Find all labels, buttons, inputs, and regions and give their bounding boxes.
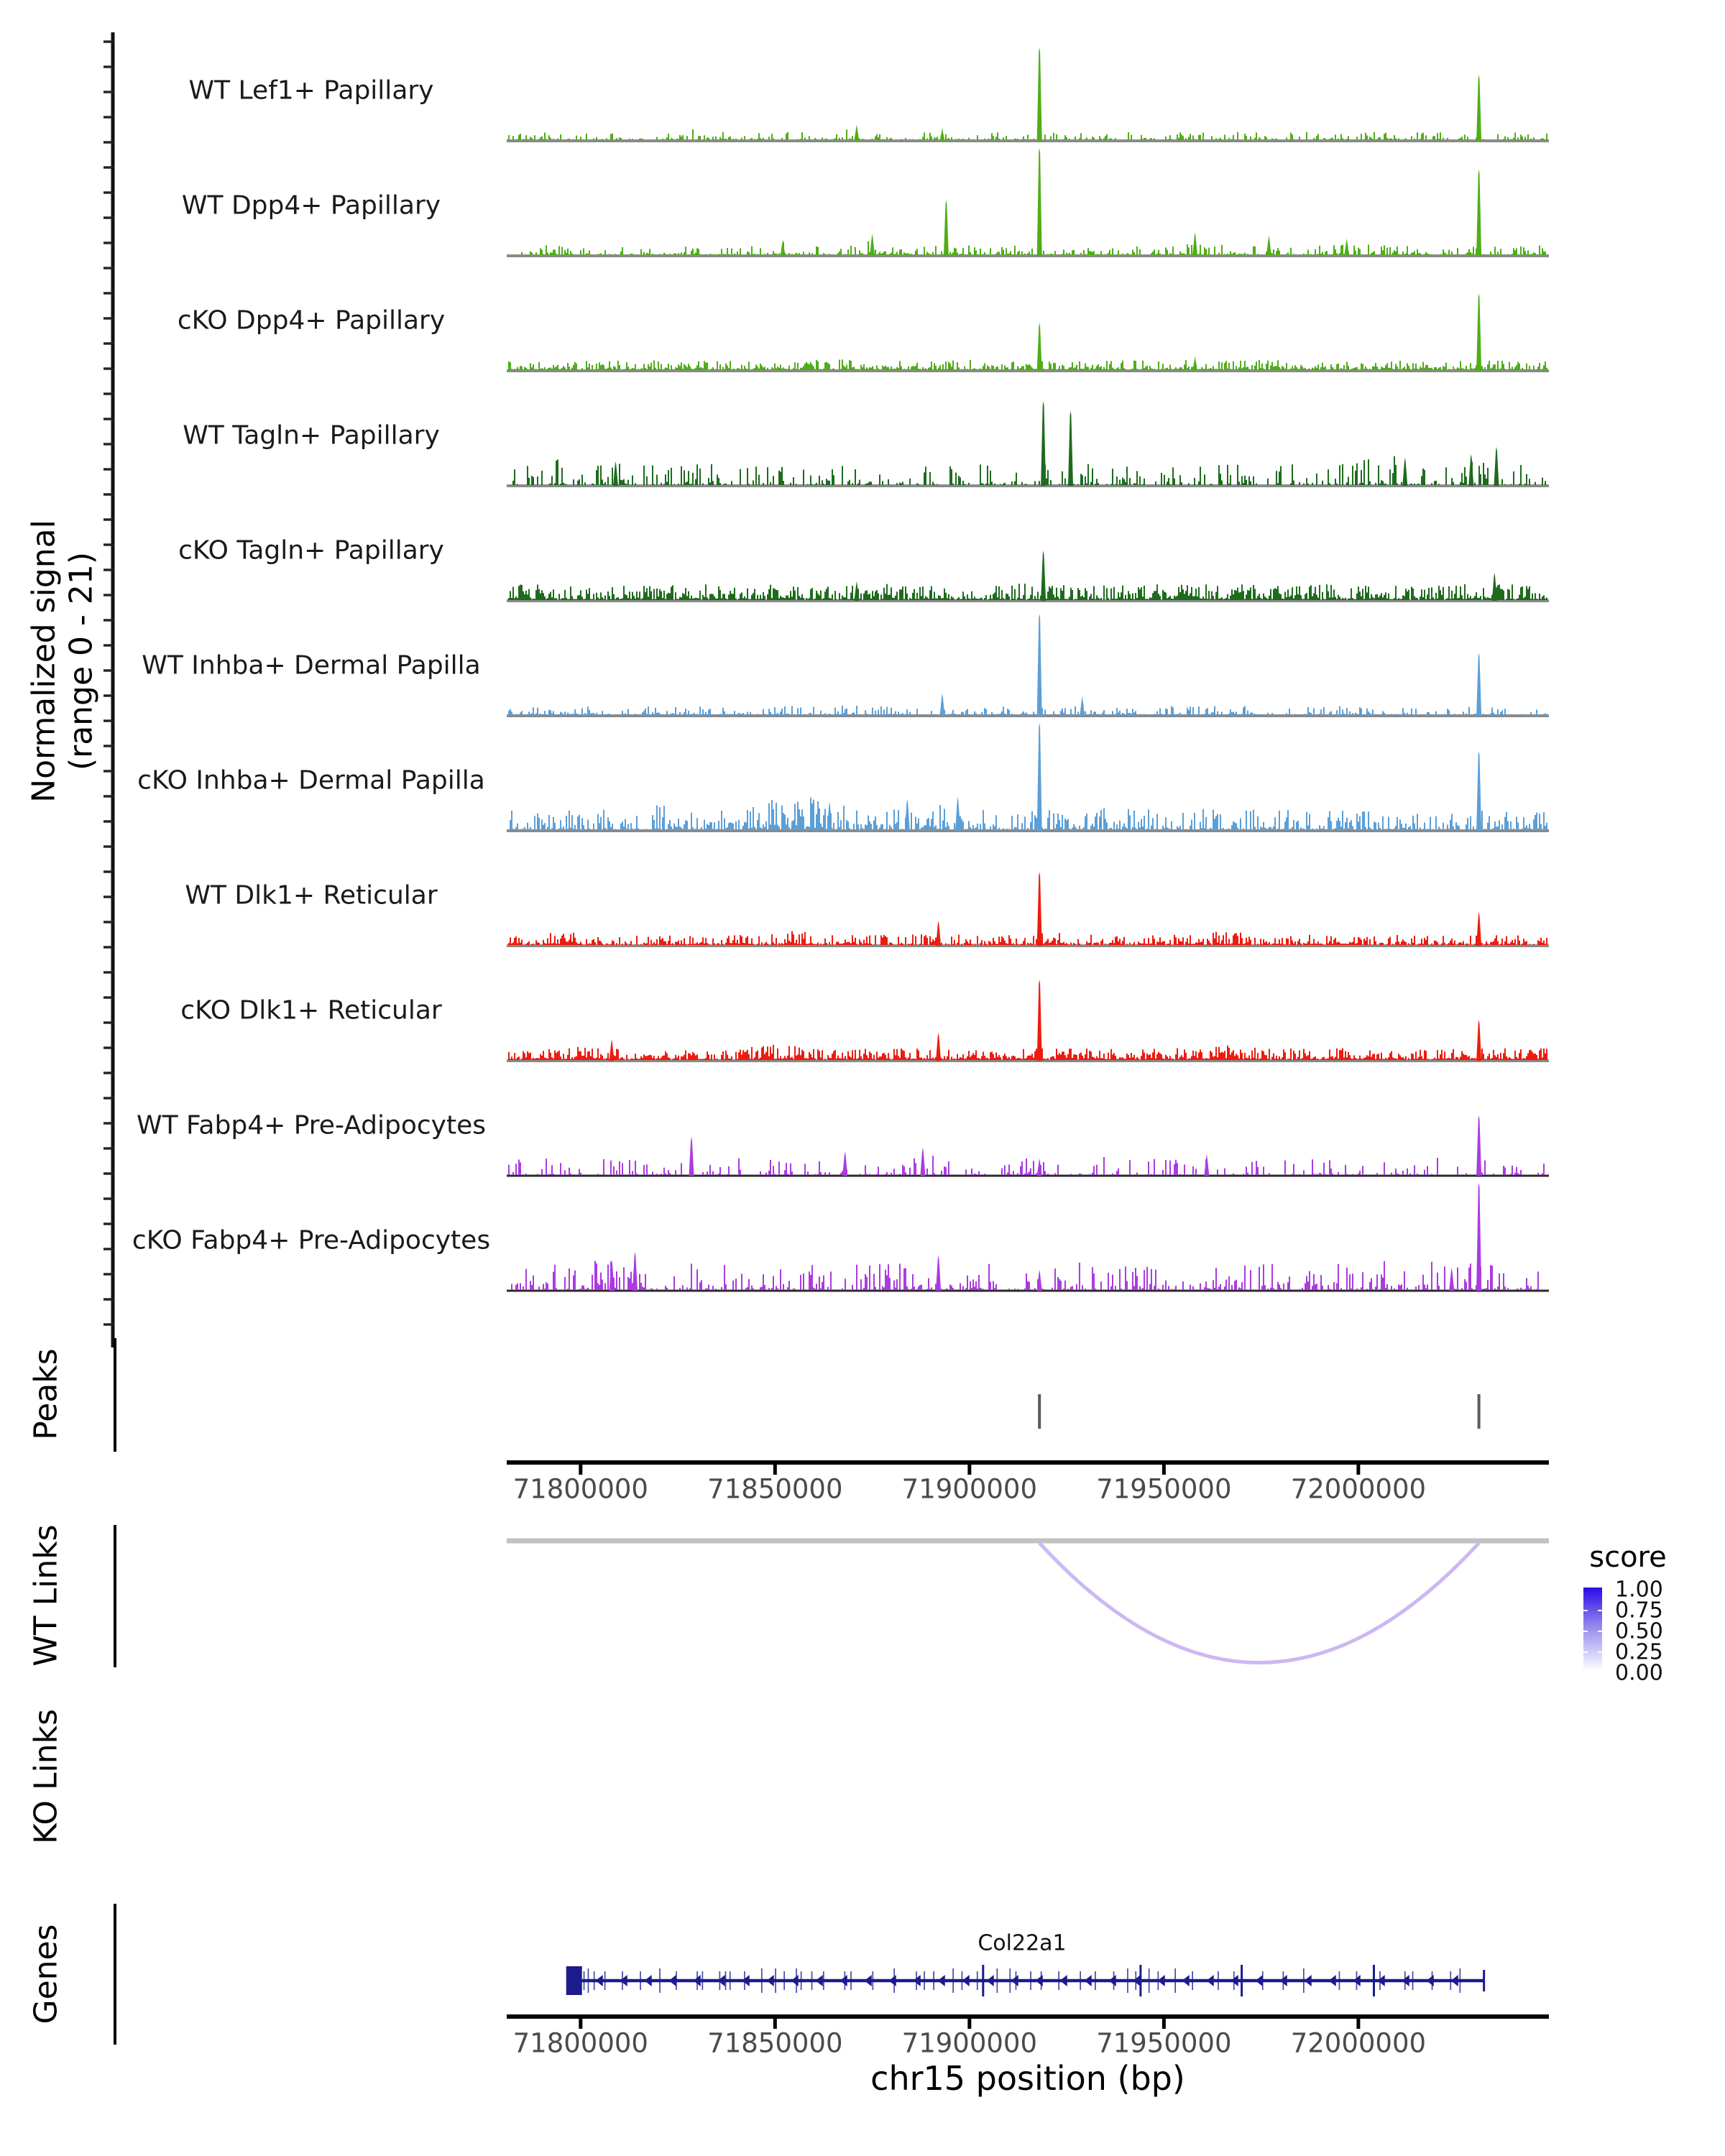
gene-exon-tick [604,1971,606,1990]
strand-arrow-icon [742,1975,750,1986]
gene-exon-tick [924,1971,925,1990]
genomic-axis-tick-label: 71950000 [1096,2027,1232,2059]
track-label: cKO Dpp4+ Papillary [177,305,446,336]
gene-exon-tick [823,1971,824,1990]
gene-exon-tick [1404,1971,1406,1990]
track-label: WT Inhba+ Dermal Papilla [142,650,481,681]
gene-exon-tick [1432,1971,1433,1990]
gene-exon-tick [1218,1971,1219,1990]
genomic-axis-tick-label: 72000000 [1290,1473,1427,1505]
genomic-axis-bottom [507,2017,1549,2059]
gene-exon-tick [588,1968,589,1993]
signal-peak [1080,696,1085,716]
ko-links-track-label: KO Links [27,1708,65,1845]
gene-exon-tick [1149,1968,1150,1993]
signal-peak [940,127,945,141]
signal-track [178,293,1549,371]
track-label: WT Dpp4+ Papillary [181,190,441,221]
gene-exon-tick [1379,1971,1381,1990]
signal-track [189,47,1549,141]
signal-peak [1476,653,1481,716]
signal-noise [509,584,1547,600]
signal-peak [1402,458,1407,486]
chrom-position-axis-label: chr15 position (bp) [870,2059,1185,2098]
signal-peak [1037,723,1042,831]
signal-y-axis [104,32,113,1348]
track-label: cKO Tagln+ Papillary [178,535,444,566]
gene-exon-tick [801,1971,802,1990]
score-colorbar-tick [1598,1631,1602,1632]
wt-links-track-label: WT Links [27,1524,65,1667]
gene-exon-tall-tick [1373,1965,1375,1996]
gene-exon-tick [783,1971,785,1990]
gene-exon-tick [744,1971,745,1990]
track-label: cKO Fabp4+ Pre-Adipocytes [132,1225,491,1256]
signal-peak [632,1252,638,1291]
genomic-axis-tick-label: 71850000 [707,2027,843,2059]
gene-exon-tick [916,1971,917,1990]
signal-peak [920,1148,925,1176]
strand-arrow-icon [1207,1975,1214,1986]
strand-arrow-icon [938,1975,945,1986]
signal-track [142,614,1549,716]
signal-peak [1192,356,1197,371]
gene-exon-tick [1233,1971,1235,1990]
y-axis-label-line2: (range 0 - 21) [63,551,100,771]
strand-arrow-icon [1182,1975,1190,1986]
signal-track [178,536,1549,602]
signal-noise [509,129,1547,140]
gene-exon-tick [761,1968,763,1993]
peak-feature [1478,1394,1481,1429]
signal-peak [1476,751,1481,831]
genomic-axis-tick-label: 71800000 [512,1473,648,1505]
gene-exon-tick [997,1968,998,1993]
signal-noise [509,706,1547,715]
strand-arrow-icon [1451,1975,1458,1986]
signal-track [182,148,1549,256]
strand-arrow-icon [1060,1975,1067,1986]
signal-peak [936,1033,941,1061]
strand-arrow-icon [620,1975,627,1986]
signal-noise [509,1045,1547,1060]
peak-feature [1038,1394,1041,1429]
signal-track [183,401,1549,486]
signal-peak [1204,1154,1209,1176]
track-label: WT Dlk1+ Reticular [185,880,438,911]
strand-arrow-icon [816,1975,823,1986]
strand-arrow-icon [840,1975,847,1986]
signal-peak [1476,75,1481,141]
gene-exon-tick [1356,1971,1358,1990]
gene-exon-tick [1283,1971,1284,1990]
gene-exon-tick [622,1971,623,1990]
score-tick-label: 1.00 [1615,1577,1663,1603]
gene-exon-tick [952,1968,954,1993]
gene-exon-tick [659,1968,661,1993]
signal-noise [510,798,1547,830]
gene-exon-tick [1450,1971,1451,1990]
strand-arrow-icon [718,1975,725,1986]
signal-peak [1476,170,1481,256]
signal-noise [509,931,1547,945]
gene-exon-tick [845,1971,846,1990]
signal-peak [1468,454,1473,486]
signal-peak [870,234,875,256]
genomic-axis-tick-label: 71950000 [1096,1473,1232,1505]
peaks-track [1038,1394,1480,1429]
strand-arrow-icon [1402,1975,1409,1986]
gene-exon-tick [1041,1971,1042,1990]
score-legend [1583,1577,1663,1686]
gene-exon-tick [1303,1968,1305,1993]
signal-peak [1492,573,1497,601]
gene-exon-tick [1135,1971,1136,1990]
strand-arrow-icon [1109,1975,1116,1986]
strand-arrow-icon [596,1975,603,1986]
gene-exon-tall-tick [982,1965,984,1996]
strand-arrow-icon [889,1975,896,1986]
signal-peak [1037,872,1042,946]
gene-exon-tick [584,1971,585,1990]
signal-peak [842,1151,847,1176]
signal-peak [1037,47,1042,141]
gene-exon-tick [873,1971,874,1990]
score-tick-label: 0.75 [1615,1598,1663,1623]
strand-arrow-icon [1085,1975,1092,1986]
gene-exon-tick [594,1971,595,1990]
signal-peak [1449,1268,1454,1291]
score-tick-label: 0.00 [1615,1660,1663,1686]
gene-exon-tick [1095,1971,1096,1990]
strand-arrow-icon [1329,1975,1336,1986]
gene-exon-tick [796,1968,797,1993]
gene-exon-tick [696,1971,698,1990]
gene-exon-tick [1009,1968,1011,1993]
genomic-axis-tick-label: 71900000 [901,1473,1038,1505]
signal-noise [509,359,1547,370]
signal-peak [1476,1020,1481,1061]
strand-arrow-icon [669,1975,676,1986]
signal-noise [513,456,1545,485]
strand-arrow-icon [865,1975,872,1986]
signal-track [185,872,1549,946]
signal-peak [936,1256,941,1291]
strand-arrow-icon [987,1975,994,1986]
gene-exon-tick [1339,1971,1340,1990]
score-colorbar-tick [1598,1651,1602,1653]
track-label: cKO Dlk1+ Reticular [180,995,442,1026]
strand-arrow-icon [791,1975,799,1986]
signal-peak [1494,447,1499,486]
gene-exon-tick [1016,1971,1017,1990]
strand-arrow-icon [962,1975,970,1986]
strand-arrow-icon [1231,1975,1238,1986]
signal-peak [1037,614,1042,716]
score-colorbar-tick [1583,1610,1588,1611]
genes-track [566,1965,1485,1996]
signal-noise [512,1261,1538,1291]
track-label: cKO Inhba+ Dermal Papilla [137,765,485,796]
signal-peak [936,921,941,946]
signal-peak [1266,235,1271,256]
score-colorbar [1583,1588,1602,1671]
gene-exon-tick [1080,1971,1081,1990]
signal-peak [689,1137,694,1176]
signal-peak [854,124,859,141]
genes-track-label: Genes [27,1924,65,2024]
gene-exon-tall-tick [1139,1965,1141,1996]
gene-exon-tick [1158,1971,1159,1990]
signal-peak [1037,323,1042,371]
gene-terminal-exon [566,1966,582,1995]
gene-exon-tick [1127,1968,1128,1993]
score-tick-label: 0.25 [1615,1639,1663,1665]
signal-peak [1344,239,1349,256]
signal-peak [610,1260,615,1291]
track-label: WT Tagln+ Papillary [183,420,440,451]
signal-peak [940,694,945,716]
signal-peak [1041,401,1046,486]
gene-exon-tick [676,1971,677,1990]
gene-exon-tick [1192,1971,1193,1990]
gene-exon-tick [933,1971,934,1990]
y-axis-label-line1: Normalized signal [25,520,63,803]
gene-exon-tick [1460,1968,1461,1993]
gene-exon-tall-tick [1241,1965,1243,1996]
signal-peak [613,461,618,486]
peaks-track-label: Peaks [27,1348,65,1440]
links-tracks [507,1541,1549,1663]
gene-name-label: Col22a1 [978,1930,1067,1956]
signal-track [137,1111,1549,1176]
signal-peak [955,797,960,831]
gene-exon-tick [719,1971,721,1990]
signal-peak [610,1039,615,1061]
strand-arrow-icon [1011,1975,1018,1986]
gene-exon-tick [977,1971,978,1990]
gene-exon-tick [850,1971,852,1990]
strand-arrow-icon [645,1975,652,1986]
gene-exon-tick [775,1968,776,1993]
signal-peak [781,239,786,256]
gene-exon-tick [640,1971,641,1990]
signal-track [132,1183,1549,1291]
gene-exon-tick [1262,1971,1264,1990]
signal-tracks [132,47,1549,1291]
score-colorbar-tick [1583,1651,1588,1653]
gene-exon-tick [893,1968,895,1993]
strand-arrow-icon [1305,1975,1312,1986]
gene-exon-tick [811,1971,813,1990]
signal-peak [1192,232,1197,256]
signal-peak [1068,411,1073,486]
gene-exon-tick [1030,1971,1031,1990]
signal-peak [1476,1183,1481,1291]
wt-link-arc [1039,1543,1478,1663]
strand-arrow-icon [1133,1975,1141,1986]
gene-exon-tick [962,1971,963,1990]
genomic-axis-tick-label: 71900000 [901,2027,1038,2059]
signal-noise [509,1156,1544,1175]
signal-noise [522,241,1545,255]
strand-arrow-icon [1158,1975,1165,1986]
gene-exon-tick [1412,1971,1414,1990]
signal-peak [905,799,910,831]
gene-exon-tick [1174,1968,1176,1993]
genomic-axis-tick-label: 72000000 [1290,2027,1427,2059]
gene-exon-tick [1113,1971,1115,1990]
genomic-axis-tick-label: 71850000 [707,1473,843,1505]
signal-peak [1037,148,1042,256]
gene-exon-tick [730,1971,731,1990]
score-tick-label: 0.50 [1615,1618,1663,1644]
signal-track [180,980,1549,1061]
strand-arrow-icon [1378,1975,1385,1986]
score-colorbar-tick [1598,1610,1602,1611]
genomic-axis-tick-label: 71800000 [512,2027,648,2059]
signal-peak [1476,912,1481,946]
gene-end-bar [1483,1970,1485,1991]
strand-arrow-icon [767,1975,774,1986]
gene-exon-tick [702,1971,704,1990]
signal-peak [1476,293,1481,371]
signal-peak [1041,550,1046,601]
score-legend-title: score [1589,1541,1667,1574]
signal-peak [1037,980,1042,1061]
score-colorbar-tick [1583,1631,1588,1632]
genomic-axis-top [507,1462,1549,1505]
track-label: WT Lef1+ Papillary [188,75,434,106]
track-label: WT Fabp4+ Pre-Adipocytes [137,1110,486,1141]
strand-arrow-icon [1256,1975,1263,1986]
signal-peak [944,200,949,256]
gene-exon-tick [725,1971,727,1990]
signal-track [137,723,1549,831]
signal-peak [1476,1115,1481,1176]
gene-exon-tick [1058,1971,1059,1990]
